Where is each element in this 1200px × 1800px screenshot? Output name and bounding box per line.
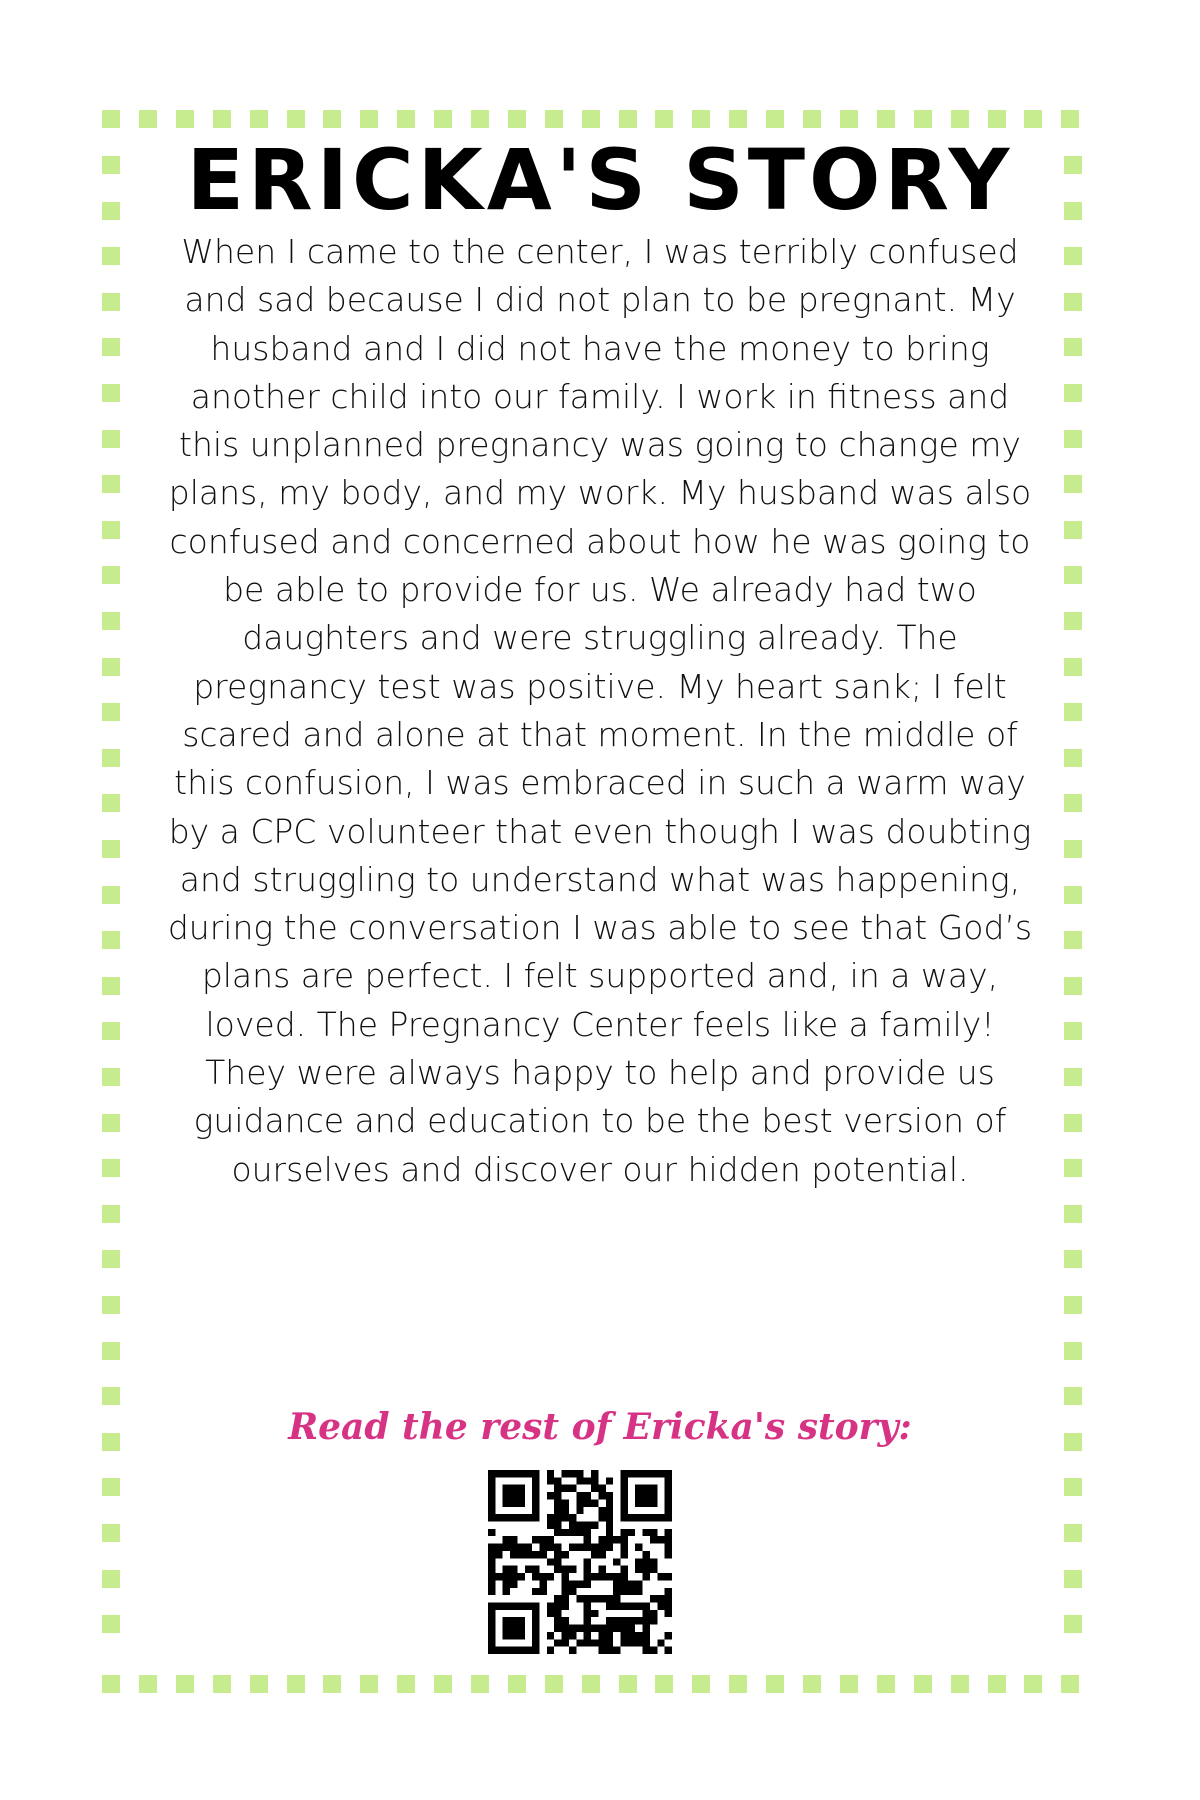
border-square — [102, 1524, 120, 1542]
border-square — [692, 110, 710, 128]
border-square — [582, 110, 600, 128]
border-square — [213, 1675, 231, 1693]
border-square — [102, 749, 120, 767]
border-square — [1064, 1114, 1082, 1132]
border-square — [1064, 658, 1082, 676]
border-square — [250, 1675, 268, 1693]
border-square — [102, 794, 120, 812]
border-square — [397, 110, 415, 128]
border-square — [1064, 977, 1082, 995]
border-square — [434, 1675, 452, 1693]
border-square — [914, 110, 932, 128]
border-square — [692, 1675, 710, 1693]
border-square — [102, 293, 120, 311]
border-square — [1064, 1342, 1082, 1360]
border-square — [1064, 1205, 1082, 1223]
border-square — [508, 1675, 526, 1693]
border-square — [877, 110, 895, 128]
border-square — [1061, 1675, 1079, 1693]
border-square — [1064, 1615, 1082, 1633]
border-square — [1064, 247, 1082, 265]
border-square — [1064, 475, 1082, 493]
border-square — [1024, 110, 1042, 128]
border-square — [102, 566, 120, 584]
border-square — [545, 110, 563, 128]
border-square — [766, 110, 784, 128]
border-square — [102, 658, 120, 676]
border-square — [1061, 110, 1079, 128]
border-square — [619, 1675, 637, 1693]
border-square — [1064, 1478, 1082, 1496]
border-square — [1064, 886, 1082, 904]
border-square — [102, 886, 120, 904]
border-square — [102, 1478, 120, 1496]
border-square — [102, 1022, 120, 1040]
border-square — [1064, 338, 1082, 356]
border-square — [988, 1675, 1006, 1693]
border-square — [102, 612, 120, 630]
border-square — [250, 110, 268, 128]
border-square — [360, 1675, 378, 1693]
border-square — [102, 1387, 120, 1405]
border-square — [102, 1342, 120, 1360]
border-square — [102, 521, 120, 539]
border-square — [1064, 1022, 1082, 1040]
qr-code-icon[interactable] — [488, 1470, 672, 1654]
border-square — [471, 1675, 489, 1693]
border-square — [1064, 1387, 1082, 1405]
border-square — [287, 1675, 305, 1693]
border-square — [102, 1205, 120, 1223]
border-square — [1024, 1675, 1042, 1693]
border-square — [1064, 703, 1082, 721]
border-square — [102, 1296, 120, 1314]
border-square — [102, 384, 120, 402]
border-square — [1064, 612, 1082, 630]
border-square — [102, 1114, 120, 1132]
border-square — [729, 1675, 747, 1693]
border-square — [323, 110, 341, 128]
border-square — [619, 110, 637, 128]
border-square — [139, 110, 157, 128]
border-square — [840, 110, 858, 128]
border-square — [766, 1675, 784, 1693]
border-square — [655, 110, 673, 128]
border-square — [1064, 430, 1082, 448]
border-square — [803, 1675, 821, 1693]
border-square — [1064, 794, 1082, 812]
border-square — [1064, 1524, 1082, 1542]
border-square — [139, 1675, 157, 1693]
border-square — [213, 110, 231, 128]
border-square — [1064, 1570, 1082, 1588]
border-square — [1064, 293, 1082, 311]
border-square — [102, 1615, 120, 1633]
border-square — [1064, 1159, 1082, 1177]
border-square — [877, 1675, 895, 1693]
border-square — [102, 1159, 120, 1177]
border-square — [176, 110, 194, 128]
border-square — [102, 1068, 120, 1086]
border-square — [102, 703, 120, 721]
read-more-link-text: Read the rest of Ericka's story: — [288, 1406, 912, 1448]
border-square — [1064, 840, 1082, 858]
border-square — [1064, 566, 1082, 584]
border-square — [1064, 1250, 1082, 1268]
border-square — [729, 110, 747, 128]
border-square — [471, 110, 489, 128]
border-square — [397, 1675, 415, 1693]
border-square — [102, 338, 120, 356]
border-square — [102, 1250, 120, 1268]
border-square — [1064, 749, 1082, 767]
border-square — [1064, 384, 1082, 402]
story-text: When I came to the center, I was terribly confused and sad because I did not plan to be pregnant. My husband and I did not have the money to bring another child into our family. I work in fitness and this unplanned pregnancy was going to change my plans, my body, and my work. My husband was also confused and concerned about how he was going to be able to provide for us. We already had two daughters and were struggling already. The pregnancy test was positive. My heart sank; I felt scared and alone at that moment. In the middle of this confusion, I was embraced in such a warm way by a CPC volunteer that even though I was doubting and struggling to understand what was happening, during the conversation I was able to see that God’s plans are perfect. I felt supported and, in a way, loved. The Pregnancy Center feels like a family! They were always happy to help and provide us guidance and education to be the best version of ourselves and discover our hidden potential. — [167, 232, 1033, 1189]
border-square — [102, 840, 120, 858]
border-square — [1064, 521, 1082, 539]
border-square — [102, 931, 120, 949]
border-square — [951, 1675, 969, 1693]
border-square — [1064, 1068, 1082, 1086]
page-title: ERICKA'S STORY — [186, 131, 1014, 229]
border-square — [1064, 931, 1082, 949]
border-square — [951, 110, 969, 128]
border-square — [287, 110, 305, 128]
border-square — [582, 1675, 600, 1693]
border-square — [102, 977, 120, 995]
border-square — [655, 1675, 673, 1693]
border-square — [102, 430, 120, 448]
border-square — [1064, 1296, 1082, 1314]
border-square — [914, 1675, 932, 1693]
border-square — [102, 110, 120, 128]
border-square — [102, 1675, 120, 1693]
border-square — [323, 1675, 341, 1693]
border-square — [988, 110, 1006, 128]
border-square — [176, 1675, 194, 1693]
border-square — [434, 110, 452, 128]
border-square — [102, 247, 120, 265]
border-square — [545, 1675, 563, 1693]
border-square — [508, 110, 526, 128]
border-square — [360, 110, 378, 128]
border-square — [803, 110, 821, 128]
border-square — [102, 475, 120, 493]
border-square — [840, 1675, 858, 1693]
border-square — [102, 1570, 120, 1588]
